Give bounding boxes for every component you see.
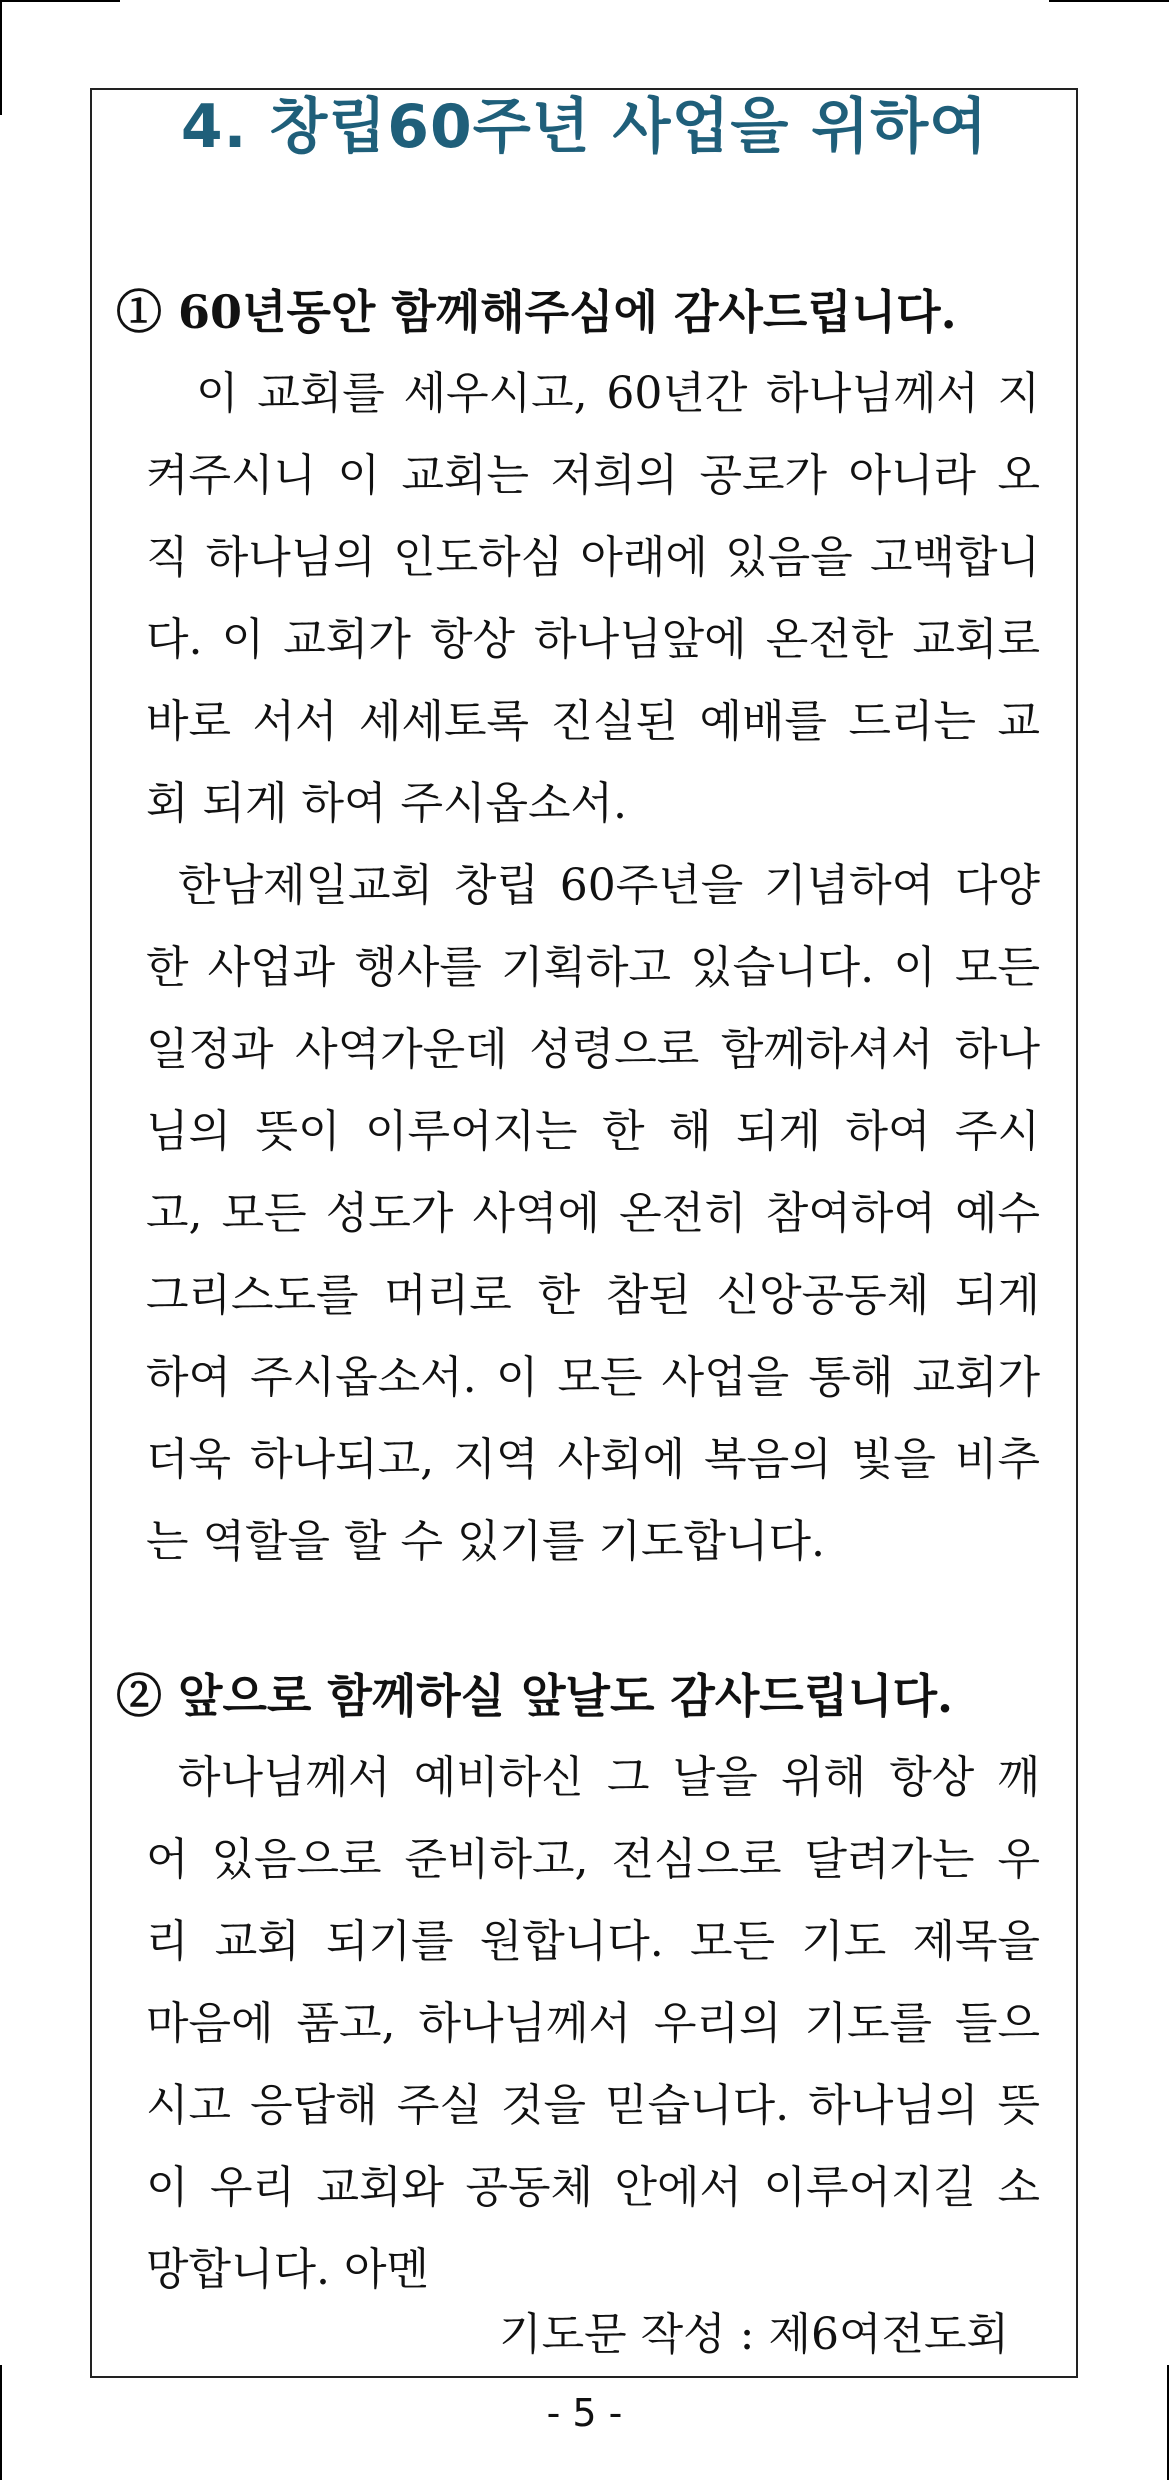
page-title: 4. 창립60주년 사업을 위하여 <box>180 92 989 162</box>
section-1-line-2: 켜주시니 이 교회는 저희의 공로가 아니라 오 <box>146 450 1040 501</box>
section-1-line-15: 는 역할을 할 수 있기를 기도합니다. <box>146 1516 825 1567</box>
section-1-line-12: 그리스도를 머리로 한 참된 신앙공동체 되게 <box>146 1270 1040 1321</box>
crop-mark-top-right <box>1049 0 1169 2</box>
section-2-line-1: 하나님께서 예비하신 그 날을 위해 항상 깨 <box>178 1752 1040 1803</box>
section-1-line-10: 님의 뜻이 이루어지는 한 해 되게 하여 주시 <box>146 1106 1040 1157</box>
section-1-line-8: 한 사업과 행사를 기획하고 있습니다. 이 모든 <box>146 942 1040 993</box>
section-1-line-13: 하여 주시옵소서. 이 모든 사업을 통해 교회가 <box>146 1352 1040 1403</box>
section-1-line-14: 더욱 하나되고, 지역 사회에 복음의 빛을 비추 <box>146 1434 1040 1485</box>
prayer-author-signature: 기도문 작성 : 제6여전도회 <box>499 2309 1009 2360</box>
section-1-line-4: 다. 이 교회가 항상 하나님앞에 온전한 교회로 <box>146 614 1040 665</box>
page-number: - 5 - <box>546 2391 623 2435</box>
section-2-line-5: 시고 응답해 주실 것을 믿습니다. 하나님의 뜻 <box>146 2080 1040 2131</box>
section-1-line-9: 일정과 사역가운데 성령으로 함께하셔서 하나 <box>146 1024 1040 1075</box>
section-2-line-3: 리 교회 되기를 원합니다. 모든 기도 제목을 <box>146 1916 1040 1967</box>
section-2-heading: ② 앞으로 함께하실 앞날도 감사드립니다. <box>116 1669 954 1723</box>
section-1-line-7: 한남제일교회 창립 60주년을 기념하여 다양 <box>178 860 1040 911</box>
section-1-heading: ① 60년동안 함께해주심에 감사드립니다. <box>116 285 957 339</box>
section-2-line-6: 이 우리 교회와 공동체 안에서 이루어지길 소 <box>146 2162 1040 2213</box>
crop-mark-top-left <box>0 0 120 2</box>
section-2-line-7: 망합니다. 아멘 <box>146 2244 429 2295</box>
section-2-line-4: 마음에 품고, 하나님께서 우리의 기도를 들으 <box>146 1998 1040 2049</box>
section-2-line-2: 어 있음으로 준비하고, 전심으로 달려가는 우 <box>146 1834 1040 1885</box>
section-1-line-6: 회 되게 하여 주시옵소서. <box>146 778 627 829</box>
section-1-line-3: 직 하나님의 인도하심 아래에 있음을 고백합니 <box>146 532 1040 583</box>
section-1-line-1: 이 교회를 세우시고, 60년간 하나님께서 지 <box>196 368 1040 419</box>
section-1-line-5: 바로 서서 세세토록 진실된 예배를 드리는 교 <box>146 696 1040 747</box>
section-1-line-11: 고, 모든 성도가 사역에 온전히 참여하여 예수 <box>146 1188 1040 1239</box>
